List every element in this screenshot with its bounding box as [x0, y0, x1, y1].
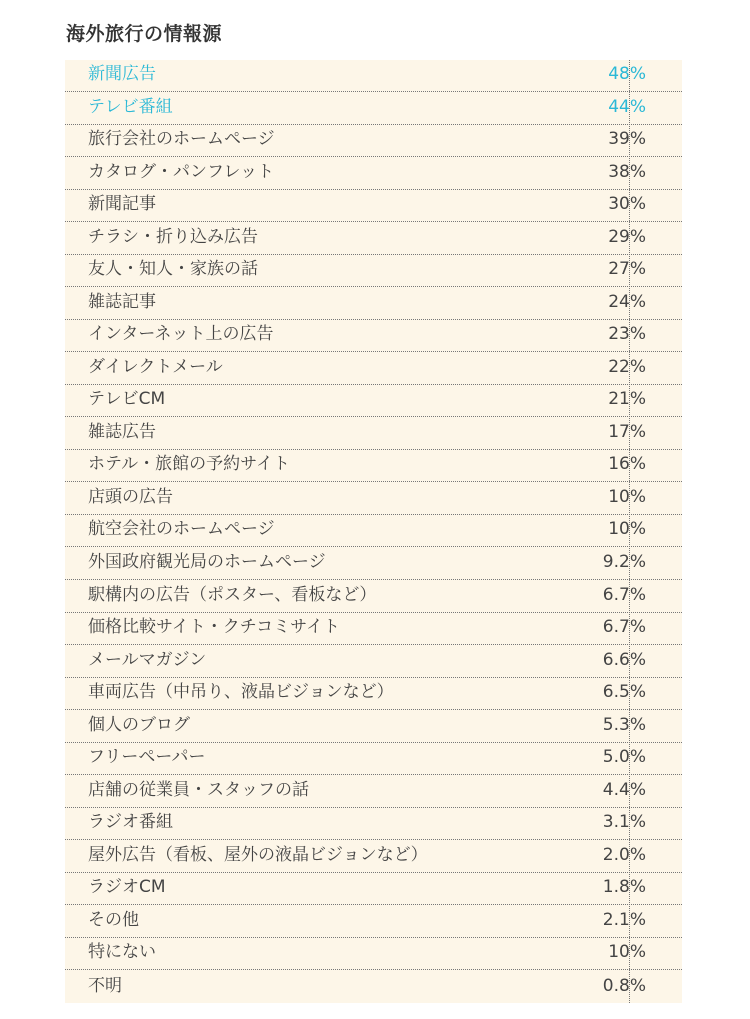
- row-value: 6.7%: [602, 617, 646, 638]
- row-value: 10%: [608, 486, 646, 507]
- row-label: 旅行会社のホームページ: [88, 129, 275, 150]
- row-value: 1.8%: [602, 877, 646, 898]
- row-label: カタログ・パンフレット: [88, 161, 275, 182]
- table-row: [65, 580, 682, 613]
- row-value: 0.8%: [602, 975, 646, 996]
- row-label: チラシ・折り込み広告: [88, 226, 258, 247]
- table-row: [65, 515, 682, 548]
- row-label: ホテル・旅館の予約サイト: [88, 454, 290, 475]
- row-label: 雑誌記事: [88, 291, 156, 312]
- row-value: 5.0%: [602, 747, 646, 768]
- row-value: 17%: [608, 421, 646, 442]
- row-label: 価格比較サイト・クチコミサイト: [88, 617, 340, 638]
- row-label: 外国政府観光局のホームページ: [88, 552, 326, 573]
- row-value: 2.1%: [602, 909, 646, 930]
- page-title: 海外旅行の情報源: [66, 23, 223, 45]
- row-value: 5.3%: [602, 714, 646, 735]
- table-row: [65, 190, 682, 223]
- table-row: [65, 320, 682, 353]
- table-row: [65, 352, 682, 385]
- row-value: 48%: [608, 64, 646, 84]
- table-row: [65, 222, 682, 255]
- table-row: [65, 808, 682, 841]
- row-label: メールマガジン: [88, 649, 207, 670]
- row-label: フリーペーパー: [88, 747, 206, 768]
- row-label: インターネット上の広告: [88, 324, 274, 345]
- table-row: [65, 645, 682, 678]
- row-label: 雑誌広告: [88, 421, 156, 442]
- row-value: 24%: [608, 291, 646, 312]
- table-row: [65, 60, 682, 92]
- row-label: 店舗の従業員・スタッフの話: [88, 779, 309, 800]
- row-label: ラジオCM: [88, 877, 166, 898]
- table-row: [65, 613, 682, 646]
- table-row: [65, 287, 682, 320]
- row-value: 6.6%: [602, 649, 646, 670]
- row-label: 車両広告（中吊り、液晶ビジョンなど）: [88, 682, 394, 703]
- row-value: 9.2%: [602, 552, 646, 573]
- table-row: [65, 678, 682, 711]
- row-label: 屋外広告（看板、屋外の液晶ビジョンなど）: [88, 844, 428, 865]
- table-row: [65, 743, 682, 776]
- row-value: 6.5%: [602, 682, 646, 703]
- row-label: 不明: [88, 975, 122, 996]
- table-row: [65, 873, 682, 906]
- row-label: 個人のブログ: [88, 714, 190, 735]
- row-value: 22%: [608, 356, 646, 377]
- row-value: 10%: [608, 519, 646, 540]
- table-row: [65, 450, 682, 483]
- table-row: [65, 548, 682, 581]
- information-source-table: [65, 60, 682, 1003]
- row-label: ラジオ番組: [88, 812, 173, 833]
- row-label: テレビCM: [88, 389, 166, 410]
- row-value: 10%: [608, 942, 646, 963]
- row-label: 友人・知人・家族の話: [88, 259, 258, 280]
- table-row: [65, 970, 682, 1003]
- table-row: [65, 482, 682, 515]
- row-label: 特にない: [88, 942, 156, 963]
- row-value: 4.4%: [602, 779, 646, 800]
- row-value: 23%: [608, 324, 646, 345]
- row-label: 新聞広告: [88, 64, 156, 84]
- row-value: 44%: [608, 96, 646, 117]
- table-row: [65, 385, 682, 418]
- row-value: 6.7%: [602, 584, 646, 605]
- table-row: [65, 840, 682, 873]
- row-label: その他: [88, 909, 139, 930]
- table-row: [65, 417, 682, 450]
- table-row: [65, 125, 682, 158]
- table-row: [65, 255, 682, 288]
- row-label: 駅構内の広告（ポスター、看板など）: [88, 584, 377, 605]
- row-label: 店頭の広告: [88, 486, 173, 507]
- table-row: [65, 92, 682, 125]
- row-label: 航空会社のホームページ: [88, 519, 275, 540]
- table-row: [65, 905, 682, 938]
- row-value: 38%: [608, 161, 646, 182]
- row-value: 39%: [608, 129, 646, 150]
- row-value: 21%: [608, 389, 646, 410]
- row-value: 3.1%: [602, 812, 646, 833]
- row-label: ダイレクトメール: [88, 356, 223, 377]
- table-row: [65, 710, 682, 743]
- row-label: テレビ番組: [88, 96, 173, 117]
- table-row: [65, 775, 682, 808]
- table-row: [65, 157, 682, 190]
- table-row: [65, 938, 682, 971]
- row-label: 新聞記事: [88, 194, 156, 215]
- row-value: 29%: [608, 226, 646, 247]
- row-value: 27%: [608, 259, 646, 280]
- row-value: 30%: [608, 194, 646, 215]
- row-value: 2.0%: [602, 844, 646, 865]
- row-value: 16%: [608, 454, 646, 475]
